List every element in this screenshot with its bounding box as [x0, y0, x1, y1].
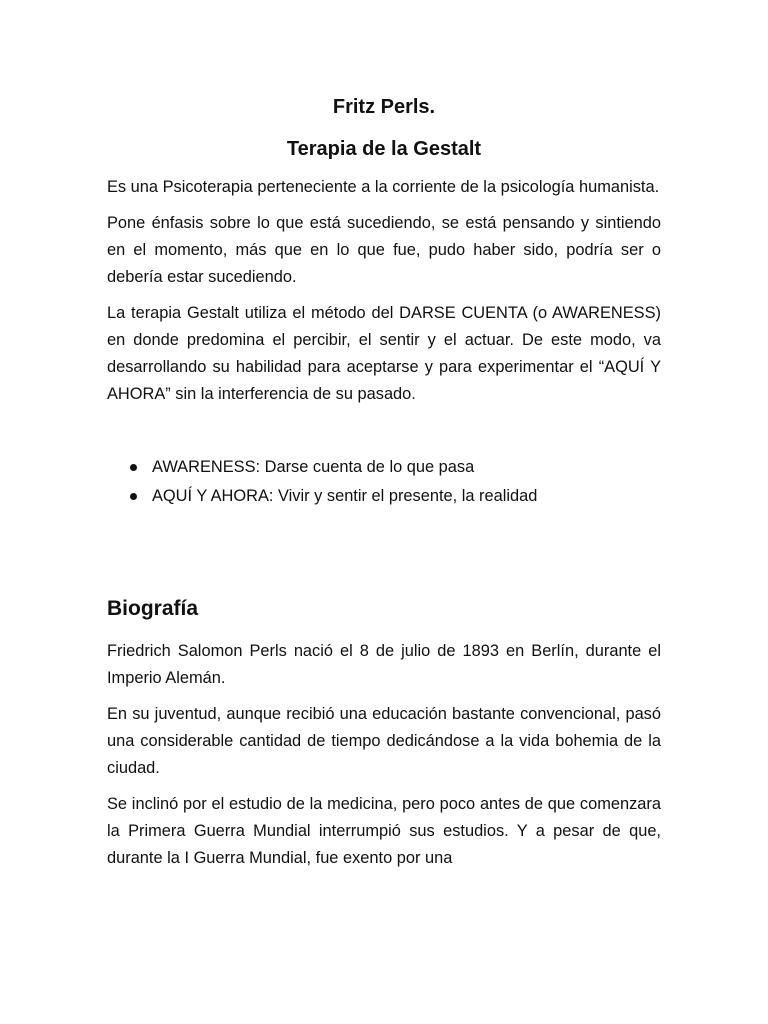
- paragraph-birth: Friedrich Salomon Perls nació el 8 de julio de 1893 en Berlín, durante el Imperio Alemán.: [107, 642, 661, 687]
- bullet-icon: [130, 464, 137, 471]
- list-item-text: AQUÍ Y AHORA: Vivir y sentir el presente, la realidad: [152, 487, 538, 505]
- bullet-icon: [130, 493, 137, 500]
- section-heading-biography: Biografía: [107, 597, 199, 620]
- document-title: Fritz Perls.: [332, 96, 436, 118]
- list-item: [107, 453, 661, 482]
- concept-list: [107, 453, 661, 511]
- document-subtitle: Terapia de la Gestalt: [286, 138, 482, 160]
- paragraph-youth: En su juventud, aunque recibió una educación bastante convencional, pasó una considerable cantidad de tiempo dedicándose a la vida bohemia de la ciudad.: [107, 705, 661, 777]
- list-item-text: AWARENESS: Darse cuenta de lo que pasa: [152, 458, 475, 476]
- paragraph-definition: Es una Psicoterapia perteneciente a la corriente de la psicología humanista.: [107, 178, 660, 196]
- list-item: [107, 482, 661, 511]
- paragraph-emphasis: Pone énfasis sobre lo que está sucediendo, se está pensando y sintiendo en el momento, más que en lo que fue, pudo haber sido, podría ser o debería estar sucediendo.: [107, 214, 661, 286]
- paragraph-medicine: Se inclinó por el estudio de la medicina, pero poco antes de que comenzara la Primera Guerra Mundial interrumpió sus estudios. Y a pesar de que, durante la I Guerra Mundial, fue exento por una: [107, 795, 661, 867]
- paragraph-method: La terapia Gestalt utiliza el método del DARSE CUENTA (o AWARENESS) en donde predomina el percibir, el sentir y el actuar. De este modo, va desarrollando su habilidad para aceptarse y para experimentar el “AQUÍ Y AHORA” sin la interferencia de su pasado.: [107, 304, 661, 403]
